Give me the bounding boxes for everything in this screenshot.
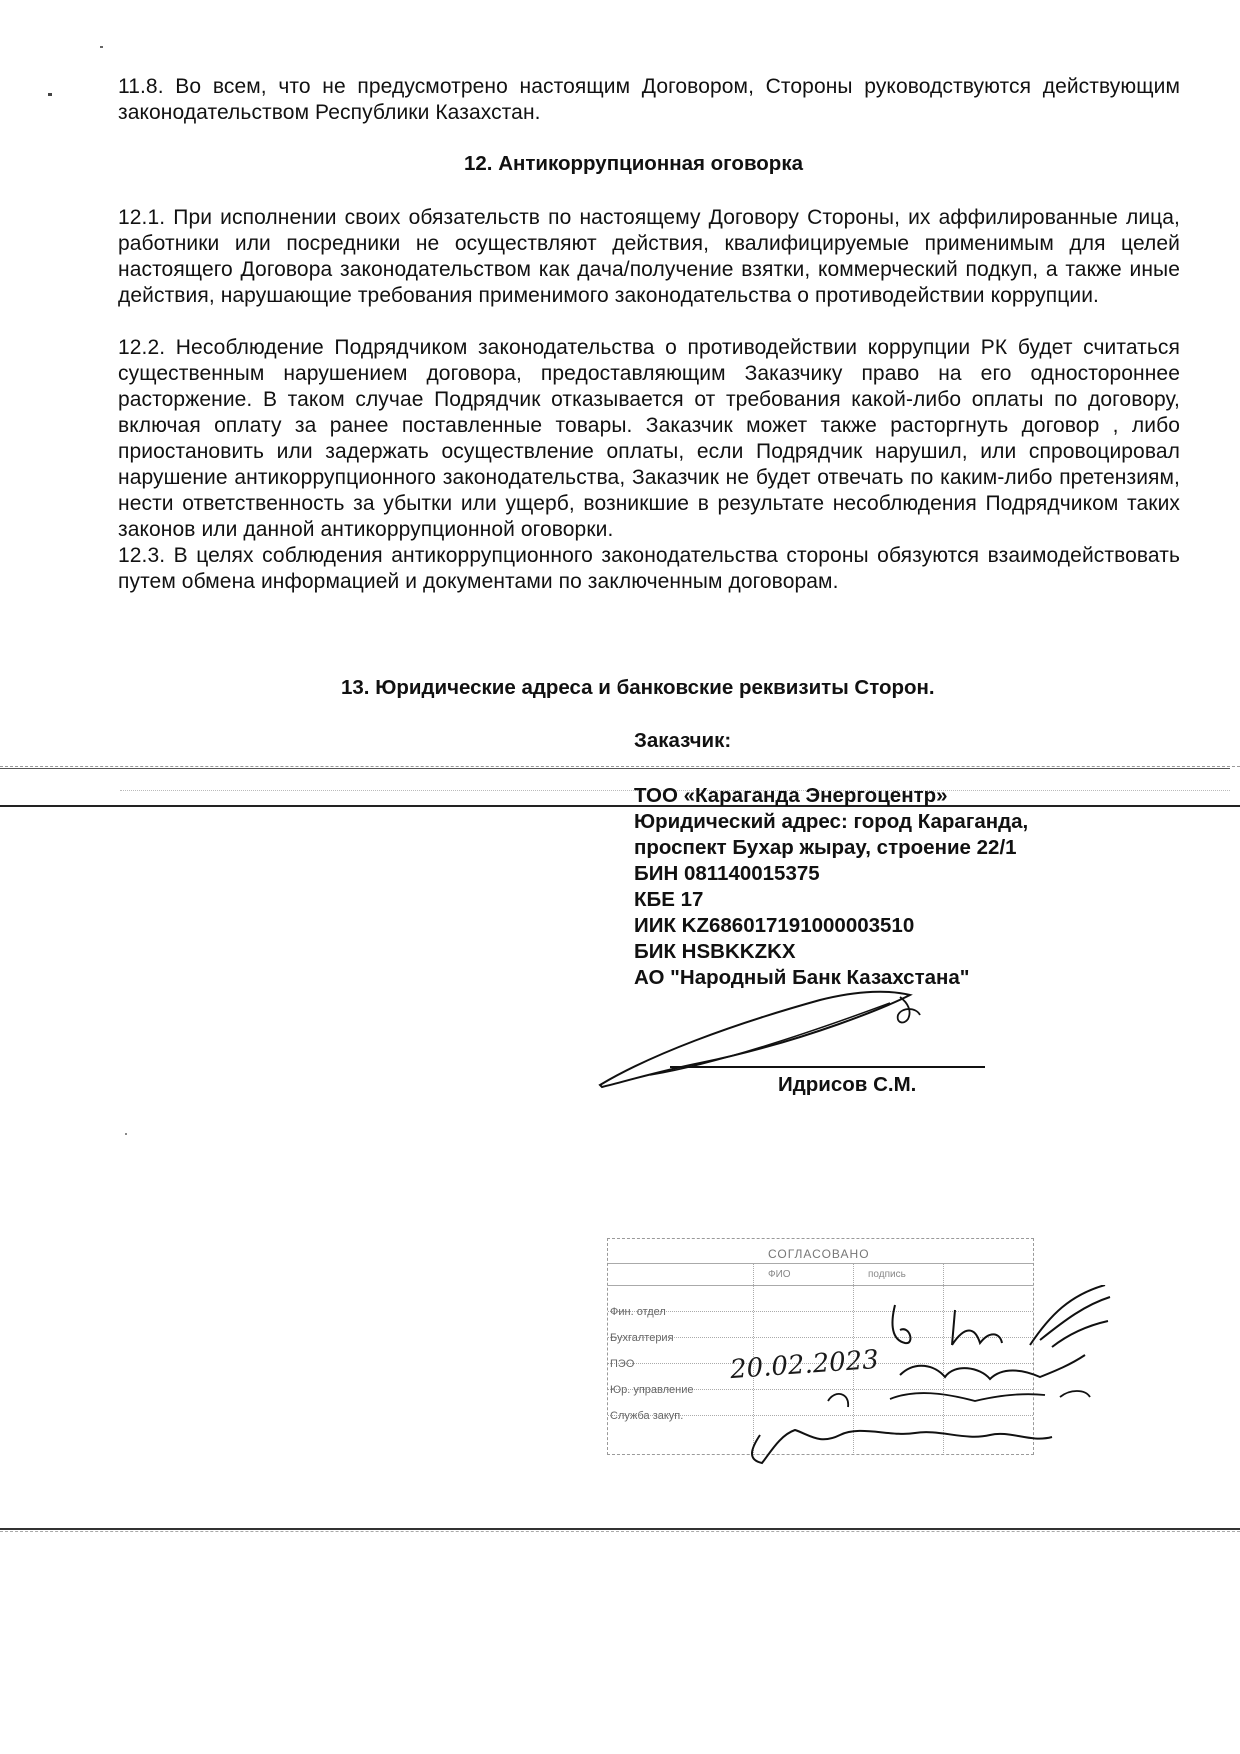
stamp-row-accounting: Бухгалтерия [610,1332,674,1344]
scan-speck [125,1133,127,1135]
section-13-title: 13. Юридические адреса и банковские реквизиты Сторон. [341,676,935,699]
paragraph-12-2: 12.2. Несоблюдение Подрядчиком законодательства о противодействии коррупции РК будет считаться существенным нарушением договора, предоставляющим Заказчику право на его одностороннее расторжение. В таком случае Подрядчик отказывается от требования какой-либо оплаты по договору, включая оплату за ранее поставленные товары. Заказчик может также расторгнуть договор , либо приостановить или задержать осуществление оплаты, если Подрядчик нарушил, или спровоцировал нарушение антикоррупционного законодательства, Заказчик не будет отвечать по каким-либо претензиям, нести ответственность за убытки или ущерб, возникшие в результате несоблюдения Подрядчиком таких законов или данной антикоррупционной оговорки. [118,336,1180,541]
scan-speck [100,46,103,48]
stamp-row-procurement: Служба закуп. [610,1410,684,1422]
iik-value: ИИК KZ686017191000003510 [634,914,915,937]
stamp-signatures-image [740,1285,1120,1475]
signatory-name: Идрисов С.М. [778,1073,917,1096]
customer-label: Заказчик: [634,729,732,752]
bin-value: БИН 081140015375 [634,862,820,885]
bottom-rule [0,1528,1240,1530]
table-rule [0,805,1240,807]
paragraph-12-3: 12.3. В целях соблюдения антикоррупционного законодательства стороны обязуются взаимодействовать путем обмена информацией и документами по заключенным договорам. [118,544,1180,593]
bik-value: БИК HSBKKZKX [634,940,796,963]
paragraph-11-8: 11.8. Во всем, что не предусмотрено настоящим Договором, Стороны руководствуются действующим законодательством Республики Казахстан. [118,75,1180,124]
stamp-row-fin: Фин. отдел [610,1306,666,1318]
stamp-row-legal: Юр. управление [610,1384,694,1396]
stamp-grid-line [608,1263,1033,1264]
section-12-title: 12. Антикоррупционная оговорка [464,152,803,175]
stamp-col-signature: подпись [868,1269,906,1280]
scan-speck [48,93,52,96]
bank-name: АО "Народный Банк Казахстана" [634,966,970,989]
company-name: ТОО «Караганда Энергоцентр» [634,784,948,807]
bottom-rule-dotted [0,1531,1240,1532]
stamp-row-peo: ПЭО [610,1358,635,1370]
table-rule [0,768,1230,769]
paragraph-12-1: 12.1. При исполнении своих обязательств по настоящему Договору Стороны, их аффилированные лица, работники или посредники не осуществляют действия, квалифицируемые применимым для целей настоящего Договора законодательством как дача/получение взятки, коммерческий подкуп, а также иные действия, нарушающие требования применимого законодательства о противодействии коррупции. [118,206,1180,307]
stamp-col-fio: ФИО [768,1269,791,1280]
stamp-title: СОГЛАСОВАНО [768,1247,870,1261]
stamp-date-handwritten: 20.02.2023 [729,1344,880,1386]
kbe-value: КБЕ 17 [634,888,704,911]
table-rule-dotted [0,766,1240,767]
legal-address-line1: Юридический адрес: город Караганда, [634,810,1029,833]
legal-address-line2: проспект Бухар жырау, строение 22/1 [634,836,1017,859]
